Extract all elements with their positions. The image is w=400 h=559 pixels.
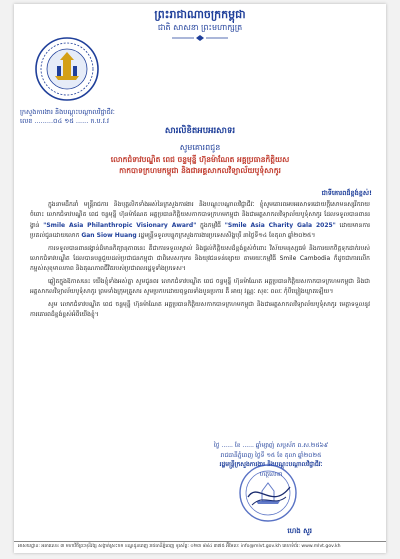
reference-number: លេខ .........០៤ ១៥ ...... ក.ប.វ.វ bbox=[20, 117, 109, 125]
recipient-block bbox=[44, 154, 356, 176]
award-name: "Smile Asia Philanthropic Visionary Award" bbox=[43, 221, 197, 229]
ministry-logo-icon bbox=[34, 36, 100, 102]
signature-caption: ហត្ថលេខា bbox=[259, 470, 283, 478]
presenter-name: Gan Siow Huang bbox=[81, 232, 137, 240]
ornament-divider-icon bbox=[172, 35, 228, 41]
paragraph-3: ឆ្លៀតក្នុងឱកាសនេះ យើងខ្ញុំទាំងអស់គ្នា សូមជូនពរ លោកជំទាវបណ្ឌិត ពេជ ចន្ទមុន្នី ហ៊ុនម៉ាណែត អគ្គប្រធានកិត្តិយសកាកបាទក្រហមកម្ពុជា និងជាអគ្គសាកលវិទ្យាល័យបូទុំសាកូរ ព្រមទាំងក្រុមគ្រួសារ សូមប្រកបដោយពុទ្ធពរទាំងបួនប្រការ គឺ អាយុ វណ្ណៈ សុខៈ ពលៈ កុំបីឃ្លៀងឃ្លាតឡើយ។ bbox=[30, 277, 370, 296]
paragraph-1-text-b: ក្នុងកម្មវិធី bbox=[200, 221, 221, 229]
letter-body bbox=[30, 200, 370, 322]
paragraph-4: សូម លោកជំទាវបណ្ឌិត ពេជ ចន្ទមុន្នី ហ៊ុនម៉ាណែត អគ្គប្រធានកិត្តិយសកាកបាទក្រហមកម្ពុជា និងជាអគ្គសាកលវិទ្យាល័យបូទុំសាកូរ មេត្តាទទួលនូវការគោរពដ៏ខ្ពង់ខ្ពស់អំពីយើងខ្ញុំ។ bbox=[30, 300, 370, 319]
signatory-title: រដ្ឋមន្ត្រីក្រសួងការងារ និងបណ្តុះបណ្តាលវិជ្ជាជីវៈ bbox=[219, 461, 323, 468]
signer-name: ហេង សួរ bbox=[287, 527, 312, 535]
paragraph-1-text-c: ដោយមានការប្រគល់ជូនដោយលោក bbox=[30, 221, 370, 240]
recipient-line-2: កាកបាទក្រហមកម្ពុជា និងជាអគ្គសាកលវិទ្យាល័យបូទុំសាកូរ bbox=[119, 166, 281, 175]
document-header bbox=[14, 8, 386, 33]
national-motto: ជាតិ សាសនា ព្រះមហាក្សត្រ bbox=[157, 23, 243, 32]
ministry-name: ក្រសួងការងារ និងបណ្តុះបណ្តាលវិជ្ជាជីវៈ bbox=[20, 108, 115, 116]
recipient-line-1: លោកជំទាវបណ្ឌិត ពេជ ចន្ទមុន្នី ហ៊ុនម៉ាណែត អគ្គប្រធានកិត្តិយស bbox=[110, 155, 290, 164]
paragraph-1-text: ក្នុងនាមដឹកនាំ មន្ត្រីរាជការ និងបុគ្គលិកទាំងអស់នៃក្រសួងការងារ និងបណ្តុះបណ្តាលវិជ្ជាជីវៈ ខ្ញុំសូមគោរពអបអរសាទរដោយក្តីសោមនស្សរីករាយ ចំពោះ លោកជំទាវបណ្ឌិត ពេជ ចន្ទមុន្នី ហ៊ុនម៉ាណែត អគ្គប្រធានកិត្តិយសកាកបាទក្រហមកម្ពុជា និងជាអគ្គសាកលវិទ្យាល័យបូទុំសាកូរ ដែលទទួលបានពានរង្វាន់ bbox=[30, 201, 370, 229]
lunar-date: ថ្ងៃ ...... ខែ ...... ឆ្នាំម្សាញ់ សប្តស័ក ព.ស.២៥៦៩ bbox=[213, 442, 329, 449]
paragraph-1 bbox=[30, 200, 370, 242]
greeting: ជាទីគោរពដ៏ខ្ពង់ខ្ពស់! bbox=[321, 189, 372, 197]
official-seal-icon bbox=[238, 463, 298, 523]
kingdom-title: ព្រះរាជាណាចក្រកម្ពុជា bbox=[154, 8, 246, 21]
solar-date: រាជធានីភ្នំពេញ ថ្ងៃទី ១៥ ខែ តុលា ឆ្នាំ២០២៥ bbox=[220, 451, 322, 459]
salutation: សូមគោរពជូន bbox=[179, 143, 221, 152]
document-page bbox=[14, 4, 386, 553]
ministry-block bbox=[20, 108, 160, 126]
document-type: សារលិខិតអបអរសាទរ bbox=[164, 126, 236, 136]
paragraph-2: ការទទួលបានពានរង្វាន់ដ៏មានកិត្យានុភាពនេះ គឺជាការទទួលស្គាល់ និងផ្តល់កិត្តិយសដ៏ខ្ពង់ខ្ពស់ចំពោះ វិស័យមនុស្សធម៌ និងការយកចិត្តទុកដាក់របស់ លោកជំទាវបណ្ឌិត ដែលបានបន្តជួយដល់ប្រជាជនកម្ពុជា ជាពិសេសកុមារ និងយុវជនទន់ខ្សោយ តាមរយៈកម្មវិធី Smile Cambodia ក៏ដូចជាការលើកកម្ពស់សុខុមាលភាព និងគុណភាពជីវិតរបស់ប្រជាពលរដ្ឋទូទាំងប្រទេស។ bbox=[30, 244, 370, 273]
gala-name: "Smile Asia Charity Gala 2025" bbox=[224, 221, 336, 229]
footer-address: អាសយដ្ឋាន: អគារលេខ ៣ មហាវិថីព្រះមុនីវង្ស សង្កាត់ស្រះចក ខណ្ឌដូនពេញ រាជធានីភ្នំពេញ ទូរស័ព្ទ: ០២៣ ៨៨៤ ៣៧៥ អ៊ីមែល: info@mlvt.gov.kh គេហទំព័រ: www.mlvt.gov.kh bbox=[14, 541, 386, 553]
paragraph-1-text-d: រដ្ឋមន្ត្រីទទួលបន្ទុកក្រសួងការងារប្រទេសសិង្ហបុរី នាថ្ងៃទី១៤ ខែតុលា ឆ្នាំ២០២៥។ bbox=[138, 232, 316, 240]
